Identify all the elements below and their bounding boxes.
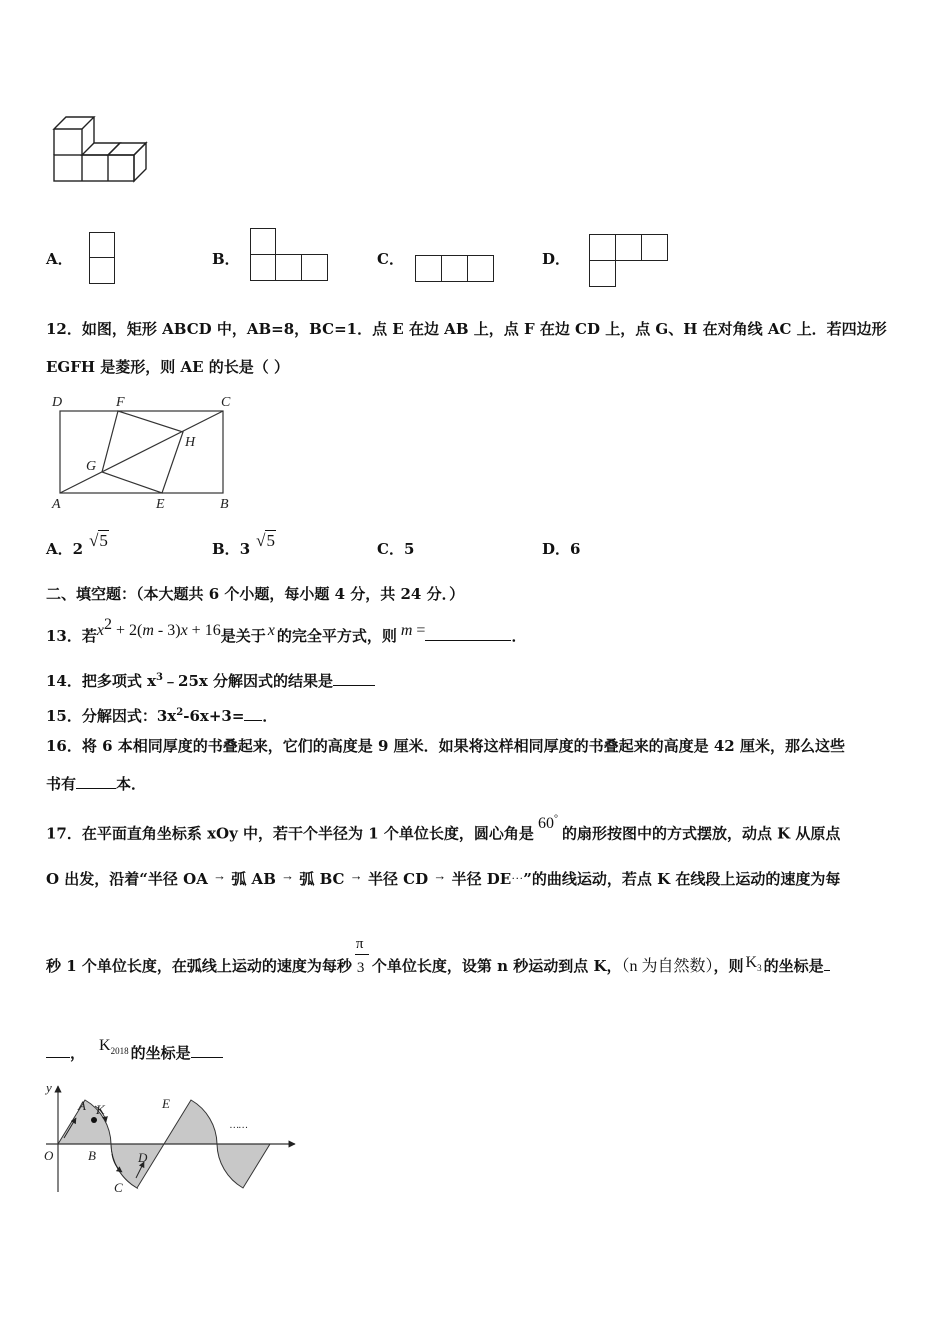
- q12-option-c[interactable]: [377, 538, 414, 559]
- q11-option-d-label[interactable]: D．: [542, 250, 571, 268]
- q17-k2018: $K_{2018}$: [99, 1037, 129, 1057]
- q17-point-k: [91, 1117, 97, 1123]
- section2-heading: 二、填空题：（本大题共 6 个小题，每小题 4 分，共 24 分．）: [46, 585, 465, 603]
- q12-option-d[interactable]: [542, 538, 580, 559]
- q17-label-e: E: [162, 1096, 170, 1111]
- q13-prefix: 13．若: [46, 627, 97, 645]
- q11-option-a-label[interactable]: A．: [46, 250, 73, 268]
- q17-line1: 17．在平面直角坐标系 xOy 中，若干个半径为 1 个单位长度，圆心角是60°的扇形按图中的方式摆放，动点 K 从原点: [46, 814, 841, 843]
- right-arrow-icon: →: [349, 868, 363, 883]
- sqrt-sign-icon: √: [89, 531, 99, 550]
- q17-fraction-denominator: 3: [356, 960, 365, 976]
- q12-stem-line2: EGFH 是菱形，则 AE 的长是（ ）: [46, 358, 290, 376]
- q12-option-c-value: 5: [403, 540, 415, 558]
- q13-eq: =: [412, 622, 426, 639]
- q12-label-c: C: [221, 395, 231, 410]
- q17-fraction-numerator: π: [355, 936, 364, 952]
- right-arrow-icon: →: [213, 868, 227, 883]
- q17-answer-blank-k3-part2[interactable]: [46, 1043, 70, 1058]
- q12-label-h: H: [185, 435, 196, 450]
- q17-label-o: O: [44, 1148, 54, 1163]
- q17-ellipsis: …: [511, 868, 524, 882]
- q11-solid-figure: [48, 112, 153, 187]
- q13-m: m: [400, 622, 413, 639]
- q12-option-a[interactable]: [46, 530, 109, 558]
- q13-end: ．: [511, 627, 527, 645]
- q16-answer-blank[interactable]: [76, 774, 116, 789]
- q17-line4: ， $K_{2018}$ 的坐标是: [46, 1043, 223, 1069]
- q13-line: [46, 618, 526, 650]
- q12-label-d: D: [52, 395, 63, 410]
- q12-label-a: A: [52, 497, 61, 512]
- q12-option-b[interactable]: [212, 530, 276, 558]
- q16-line2: 书有 本．: [46, 775, 147, 793]
- q13-answer-blank[interactable]: [425, 626, 511, 641]
- sqrt-sign-icon: √: [256, 531, 266, 550]
- q12-option-a-sqrt: √5: [89, 531, 108, 550]
- q12-option-b-label: B．: [212, 540, 240, 558]
- q12-option-b-sqrt: √5: [256, 531, 275, 550]
- q17-answer-blank-k3-part1[interactable]: [824, 956, 830, 971]
- q15-line: 15．分解因式：$3x^2-6x+3=$ ．: [46, 707, 278, 725]
- q12-label-b: B: [220, 497, 229, 512]
- right-arrow-icon: →: [433, 868, 447, 883]
- q12-stem-line1: 12．如图，矩形 ABCD 中，AB=8，BC=1．点 E 在边 AB 上，点 F 在边 CD 上，点 G、H 在对角线 AC 上．若四边形: [46, 320, 887, 338]
- q17-line2: O 出发，沿着“半径 OA → 弧 AB → 弧 BC → 半径 CD → 半径 DE…”的曲线运动，若点 K 在线段上运动的速度为每: [46, 868, 841, 888]
- q17-label-b: B: [88, 1148, 96, 1163]
- q12-option-a-coef: 2: [72, 540, 84, 558]
- q17-label-c: C: [114, 1180, 123, 1195]
- right-arrow-icon: →: [281, 868, 295, 883]
- q11-option-c-label[interactable]: C．: [377, 250, 404, 268]
- q15-answer-blank[interactable]: [244, 706, 262, 721]
- q17-fraction: [355, 936, 369, 976]
- q17-label-a: A: [78, 1098, 86, 1113]
- q12-option-b-coef: 3: [239, 540, 251, 558]
- q14-line: 14．把多项式 $x^3﹣25x$ 分解因式的结果是: [46, 668, 375, 691]
- q12-label-e: E: [156, 497, 165, 512]
- q11-option-b-label[interactable]: B．: [212, 250, 240, 268]
- q16-line1: 16．将 6 本相同厚度的书叠起来，它们的高度是 9 厘米．如果将这样相同厚度的书叠起来的高度是 42 厘米，那么这些: [46, 737, 845, 755]
- q12-rectangle-figure: [46, 390, 246, 515]
- q17-k3: $K_3$: [745, 954, 762, 974]
- q13-mid: 是关于: [220, 627, 266, 645]
- q12-option-a-label: A．: [46, 540, 73, 558]
- q17-line3: 秒 1 个单位长度，在弧线上运动的速度为每秒 $\frac{\pi}{3}$ 个单位长度，设第 n 秒运动到点 K，（n 为自然数），则 $K_3$ 的坐标是: [46, 956, 830, 982]
- q17-label-d: D: [138, 1150, 148, 1165]
- q12-label-g: G: [86, 459, 97, 474]
- q17-angle: 60°: [537, 814, 558, 833]
- q17-label-dots: ……: [230, 1120, 248, 1131]
- q12-option-d-label: D．: [542, 540, 571, 558]
- q13-suffix: 的完全平方式，则: [276, 627, 397, 645]
- q17-label-y: y: [46, 1080, 52, 1095]
- q14-answer-blank[interactable]: [333, 671, 375, 686]
- q12-option-c-label: C．: [377, 540, 404, 558]
- q17-fraction-bar: [355, 954, 369, 955]
- q17-label-k: K: [96, 1102, 105, 1117]
- q17-sector-figure: [40, 1080, 300, 1200]
- q13-expression: $x^2 + 2(m - 3)x + 16$: [96, 616, 221, 639]
- q12-option-d-value: 6: [570, 540, 581, 558]
- q17-answer-blank-k2018[interactable]: [191, 1043, 223, 1058]
- q12-label-f: F: [116, 395, 125, 410]
- q13-var: x: [267, 622, 275, 639]
